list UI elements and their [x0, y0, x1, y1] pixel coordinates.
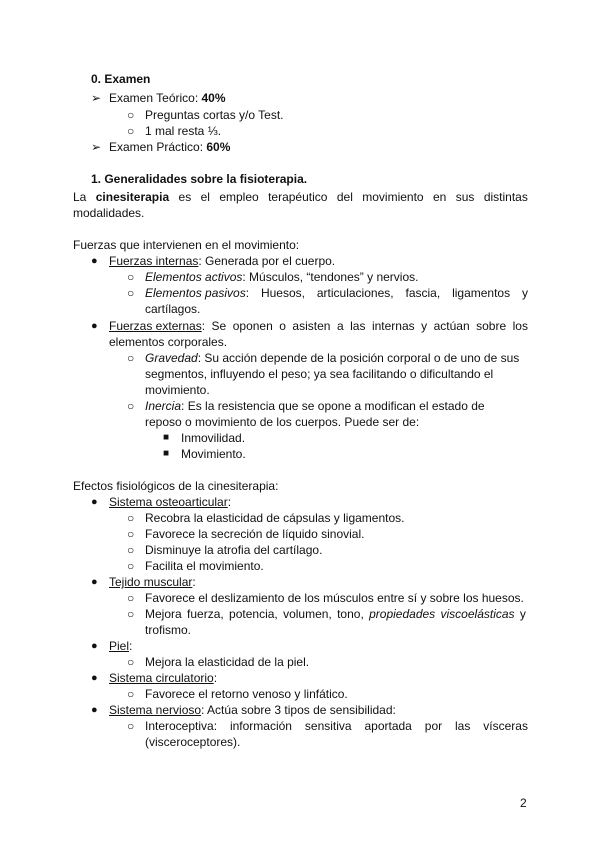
list-item: Facilita el movimiento. — [145, 559, 264, 573]
arrow-bullet-icon: ➢ — [91, 140, 102, 154]
elementos-pasivos-label: Elementos pasivos — [145, 286, 246, 300]
circle-bullet-icon: ○ — [127, 559, 135, 573]
disc-bullet-icon: ● — [91, 640, 98, 652]
gravedad-line-2: segmentos, influyendo el peso; ya sea facilitando o dificultando el — [145, 367, 494, 381]
word: por — [424, 719, 443, 733]
list-item: Favorece el deslizamiento de los músculos entre sí y sobre los huesos. — [145, 591, 524, 605]
elementos-pasivos-line-2: cartílagos. — [145, 302, 201, 316]
word: oponen — [232, 319, 273, 333]
word: ligamentos — [452, 286, 511, 300]
word: información — [229, 719, 292, 733]
fuerzas-externas — [109, 318, 528, 334]
word: y — [421, 319, 428, 333]
muscular-item-2-text: Mejora fuerza, potencia, volumen, tono, — [145, 607, 370, 621]
elementos-pasivos — [145, 285, 528, 301]
gravedad — [145, 350, 519, 366]
word: vísceras — [483, 719, 528, 733]
circle-bullet-icon: ○ — [127, 399, 135, 413]
disc-bullet-icon: ● — [91, 496, 98, 508]
arrow-bullet-icon: ➢ — [91, 91, 102, 105]
interoceptiva — [145, 718, 528, 734]
elementos-activos — [145, 269, 418, 285]
fuerzas-title: Fuerzas que intervienen en el movimiento: — [73, 238, 300, 252]
fuerzas-externas-line-2: elementos corporales. — [109, 335, 228, 349]
inercia — [145, 398, 485, 414]
word: o — [279, 319, 286, 333]
propiedades-viscoelasticas: propiedades viscoelásticas — [369, 607, 515, 621]
circle-bullet-icon: ○ — [127, 270, 135, 284]
sistema-osteoarticular — [109, 494, 231, 510]
muscular-item-2 — [145, 606, 526, 622]
intro-line-2: modalidades. — [73, 206, 145, 220]
elementos-activos-text: : Músculos, “tendones” y nervios. — [242, 270, 419, 284]
circle-bullet-icon: ○ — [127, 511, 135, 525]
list-item: Disminuye la atrofia del cartílago. — [145, 543, 323, 557]
circle-bullet-icon: ○ — [127, 286, 135, 300]
word: sus — [455, 190, 475, 204]
word: sensitiva — [304, 719, 352, 733]
word: Huesos, — [260, 286, 305, 300]
word: a — [336, 319, 344, 333]
word: el — [200, 190, 210, 204]
word: asisten — [292, 319, 331, 333]
circle-bullet-icon: ○ — [127, 108, 135, 122]
list-item: Recobra la elasticidad de cápsulas y ligamentos. — [145, 511, 405, 525]
circle-bullet-icon: ○ — [127, 124, 135, 138]
gravedad-line-3: movimiento. — [145, 383, 210, 397]
word: los — [512, 319, 528, 333]
disc-bullet-icon: ● — [91, 672, 98, 684]
word: del — [336, 190, 353, 204]
word: : — [201, 319, 206, 333]
gravedad-text: : Su acción depende de la posición corporal o de uno de sus — [197, 351, 520, 365]
piel-label: Piel — [109, 639, 130, 653]
colon: : — [129, 639, 133, 653]
word: Interoceptiva: — [145, 719, 218, 733]
word: fascia, — [405, 286, 441, 300]
disc-bullet-icon: ● — [91, 320, 98, 332]
sistema-circulatorio — [109, 670, 217, 686]
disc-bullet-icon: ● — [91, 255, 98, 267]
tejido-muscular — [109, 574, 196, 590]
inercia-text: : Es la resistencia que se opone a modifican el estado de — [181, 399, 485, 413]
colon: : — [192, 575, 196, 589]
examen-practico-value: 60% — [206, 140, 231, 154]
tejido-muscular-label: Tejido muscular — [109, 575, 193, 589]
word: en — [433, 190, 447, 204]
section1-heading: 1. Generalidades sobre la fisioterapia. — [91, 172, 308, 186]
examen-teorico-value: 40% — [201, 91, 226, 105]
word: distintas — [483, 190, 528, 204]
word: y — [521, 286, 528, 300]
examen-practico — [109, 139, 230, 155]
word: las — [455, 719, 471, 733]
inercia-label: Inercia — [145, 399, 182, 413]
list-item: Favorece el retorno venoso y linfático. — [145, 687, 348, 701]
circle-bullet-icon: ○ — [127, 351, 135, 365]
word: La — [73, 190, 87, 204]
muscular-item-2-end: y — [514, 607, 526, 621]
intro-line-1 — [73, 189, 528, 205]
list-item: Movimiento. — [181, 447, 246, 461]
examen-practico-label: Examen Práctico: — [109, 140, 207, 154]
colon: : — [227, 495, 232, 509]
word: terapéutico — [268, 190, 328, 204]
colon: : — [213, 671, 218, 685]
word: es — [178, 190, 192, 204]
elementos-pasivos-head — [145, 285, 249, 301]
efectos-title: Efectos fisiológicos de la cinesiterapia: — [73, 479, 279, 493]
circle-bullet-icon: ○ — [127, 719, 135, 733]
list-item: Inmovilidad. — [181, 431, 246, 445]
muscular-item-2-line-2: trofismo. — [145, 623, 192, 637]
list-item: Favorece la secreción de líquido sinovial. — [145, 527, 365, 541]
circle-bullet-icon: ○ — [127, 527, 135, 541]
disc-bullet-icon: ● — [91, 704, 98, 716]
word: empleo — [219, 190, 259, 204]
page-number: 2 — [520, 796, 527, 810]
fuerzas-internas — [109, 253, 335, 269]
examen-teorico — [109, 90, 226, 106]
word: sobre — [476, 319, 507, 333]
word: aportada — [364, 719, 412, 733]
circle-bullet-icon: ○ — [127, 655, 135, 669]
square-bullet-icon: ■ — [163, 448, 170, 459]
list-item: Preguntas cortas y/o Test. — [145, 108, 284, 122]
word: Se — [211, 319, 227, 333]
sistema-nervioso — [109, 702, 396, 718]
list-item: Mejora la elasticidad de la piel. — [145, 655, 310, 669]
sistema-nervioso-text: : Actúa sobre 3 tipos de sensibilidad: — [201, 703, 396, 717]
word: las — [350, 319, 366, 333]
circle-bullet-icon: ○ — [127, 687, 135, 701]
sistema-circulatorio-label: Sistema circulatorio — [109, 671, 214, 685]
word: actúan — [433, 319, 470, 333]
disc-bullet-icon: ● — [91, 576, 98, 588]
word: articulaciones, — [316, 286, 394, 300]
circle-bullet-icon: ○ — [127, 591, 135, 605]
list-item: 1 mal resta ⅓. — [145, 124, 222, 138]
elementos-activos-label: Elementos activos — [145, 270, 243, 284]
sistema-nervioso-label: Sistema nervioso — [109, 703, 202, 717]
fuerzas-internas-label: Fuerzas internas — [109, 254, 199, 268]
circle-bullet-icon: ○ — [127, 543, 135, 557]
gravedad-label: Gravedad — [145, 351, 198, 365]
fuerzas-externas-head — [109, 318, 205, 334]
cinesiterapia-term: cinesiterapia — [95, 190, 170, 204]
examen-teorico-label: Examen Teórico: — [109, 91, 202, 105]
sistema-osteoarticular-label: Sistema osteoarticular — [109, 495, 228, 509]
circle-bullet-icon: ○ — [127, 607, 135, 621]
interoceptiva-line-2: (visceroceptores). — [145, 735, 241, 749]
word: movimiento — [362, 190, 424, 204]
square-bullet-icon: ■ — [163, 432, 170, 443]
fuerzas-internas-text: : Generada por el cuerpo. — [198, 254, 336, 268]
piel — [109, 638, 132, 654]
inercia-line-2: reposo o movimiento de los cuerpos. Puede ser de: — [145, 415, 420, 429]
examen-heading: 0. Examen — [91, 72, 151, 86]
word: : — [245, 286, 250, 300]
word: internas — [371, 319, 415, 333]
fuerzas-externas-label: Fuerzas externas — [109, 319, 202, 333]
